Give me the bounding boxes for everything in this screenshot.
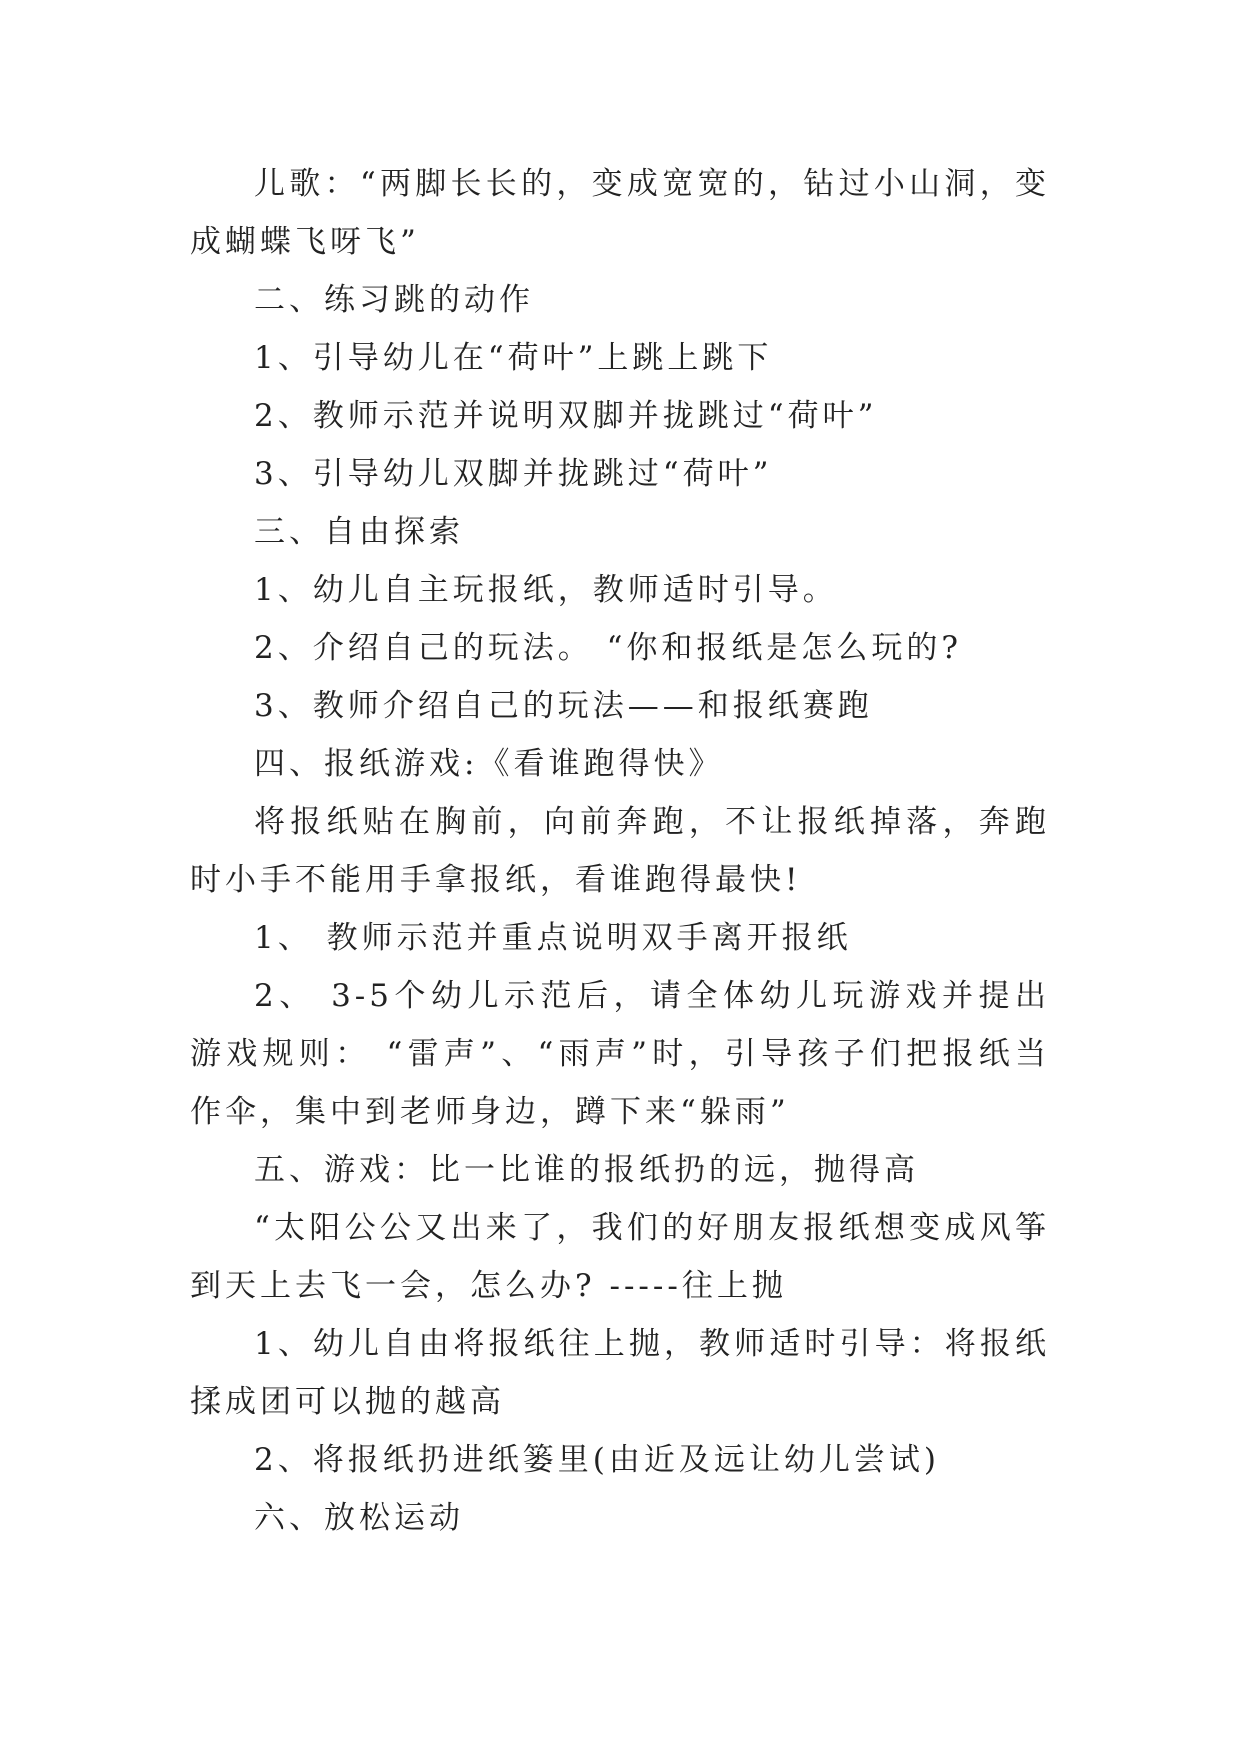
list-item: 1、 教师示范并重点说明双手离开报纸	[254, 920, 852, 956]
heading-section-3: 三、自由探索	[254, 514, 464, 550]
heading-section-6: 六、放松运动	[254, 1500, 464, 1536]
list-item: 2、介绍自己的玩法。 “你和报纸是怎么玩的?	[254, 630, 963, 666]
list-item: 1、引导幼儿在“荷叶”上跳上跳下	[254, 340, 773, 376]
list-item: 3、引导幼儿双脚并拢跳过“荷叶”	[254, 456, 773, 492]
list-item: 2、 3-5个幼儿示范后，请全体幼儿玩游戏并提出游戏规则： “雷声”、“雨声”时，引导孩子们把报纸当作伞，集中到老师身边，蹲下来“躲雨”	[190, 978, 1050, 1130]
paragraph-nursery-rhyme: 儿歌：“两脚长长的，变成宽宽的，钻过小山洞，变成蝴蝶飞呀飞”	[190, 166, 1050, 260]
list-item: 1、幼儿自由将报纸往上抛，教师适时引导：将报纸揉成团可以抛的越高	[190, 1326, 1050, 1420]
heading-section-2: 二、练习跳的动作	[254, 282, 534, 318]
paragraph-quote: “太阳公公又出来了，我们的好朋友报纸想变成风筝到天上去飞一会，怎么办? -----往上抛	[190, 1210, 1050, 1304]
document-body	[190, 155, 1050, 1547]
list-item: 3、教师介绍自己的玩法——和报纸赛跑	[254, 688, 873, 724]
list-item: 1、幼儿自主玩报纸，教师适时引导。	[254, 572, 838, 608]
heading-section-5: 五、游戏：比一比谁的报纸扔的远，抛得高	[254, 1152, 919, 1188]
paragraph-game-description: 将报纸贴在胸前，向前奔跑，不让报纸掉落，奔跑时小手不能用手拿报纸，看谁跑得最快!	[190, 804, 1050, 898]
list-item: 2、教师示范并说明双脚并拢跳过“荷叶”	[254, 398, 878, 434]
heading-section-4: 四、报纸游戏:《看谁跑得快》	[254, 746, 724, 782]
list-item: 2、将报纸扔进纸篓里(由近及远让幼儿尝试)	[254, 1442, 940, 1478]
